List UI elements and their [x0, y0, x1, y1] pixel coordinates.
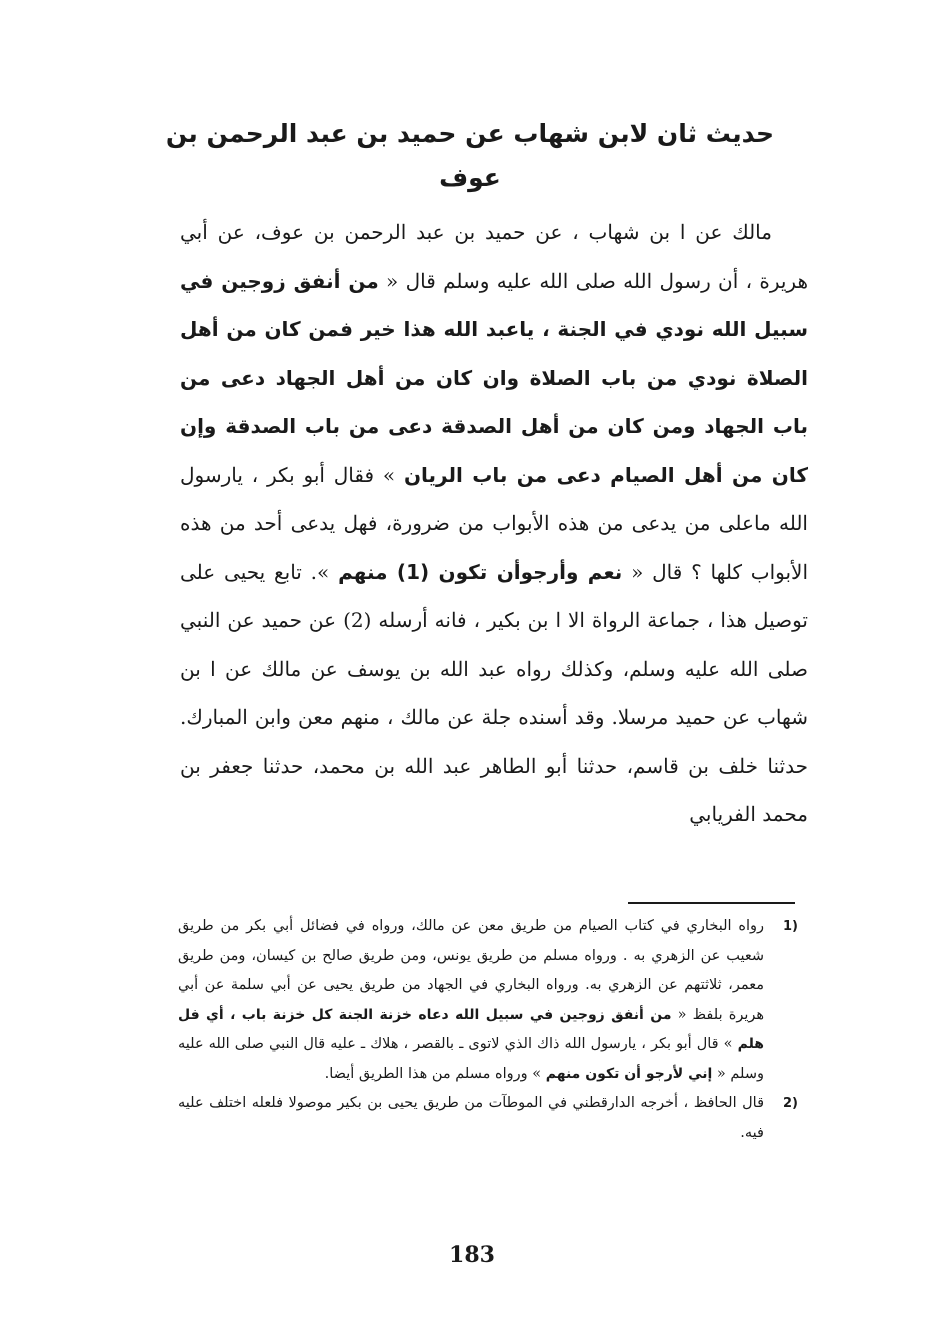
footnote-divider: [628, 902, 795, 904]
hadith-quote-bold-2: نعم وأرجوأن تكون (1) منهم: [338, 559, 623, 584]
footnote-text: » ورواه مسلم من هذا الطريق أيضا.: [324, 1065, 542, 1082]
footnote-quote-bold-2: إني لأرجو أن تكون منهم: [545, 1065, 713, 1082]
footnote-1: [178, 912, 798, 1089]
main-paragraph: [180, 208, 808, 839]
footnote-text: » قال أبو بكر ، يارسول الله ذاك الذي لاتوى ـ بالقصر ، هلاك ـ عليه قال النبي صلى الله عليه وسلم «: [178, 1036, 764, 1082]
footnote-text: قال الحافظ ، أخرجه الدارقطني في الموطآت من طريق يحيى بن بكير موصولا فلعله اختلف عليه فيه.: [178, 1095, 764, 1141]
chapter-heading: حديث ثان لابن شهاب عن حميد بن عبد الرحمن بن عوف: [165, 119, 775, 192]
paragraph-text-3: ». تابع يحيى على توصيل هذا ، جماعة الرواة الا ا بن بكير ، فانه أرسله (2) عن حميد عن النبي صلى الله عليه وسلم، وكذلك رواه عبد الله بن يوسف عن مالك عن ا بن شهاب عن حميد مرسلا. وقد أسنده جلة عن مالك ، منهم معن وابن المبارك. حدثنا خلف بن قاسم، حدثنا أبو الطاهر عبد الله بن محمد، حدثنا جعفر بن محمد الفريابي: [180, 559, 808, 826]
footnotes: [178, 912, 798, 1148]
paragraph-text-2: » فقال أبو بكر ، يارسول الله ماعلى من يدعى من هذه الأبواب من ضرورة، فهل يدعى أحد من هذه الأبواب كلها ؟ قال «: [180, 462, 809, 584]
page-number: 183: [449, 1242, 495, 1268]
footnote-number: 2): [783, 1096, 798, 1111]
footnote-2: [178, 1089, 798, 1148]
footnote-number: 1): [783, 919, 798, 934]
footnote-text: رواه البخاري في كتاب الصيام من طريق معن عن مالك، ورواه في فضائل أبي بكر من طريق شعيب عن الزهري به . ورواه مسلم من طريق يونس، ومن طريق صالح بن كيسان، ومن طريق معمر، ثلاثتهم عن الزهري به. ورواه البخاري في الجهاد من طريق يحيى عن أبي سلمة عن أبي هريرة بلفظ «: [178, 918, 765, 1023]
hadith-quote-bold: من أنفق زوجين في سبيل الله نودي في الجنة ، ياعبد الله هذا خير فمن كان من أهل الصلاة نودي من باب الصلاة وان كان من أهل الجهاد دعى من باب الجهاد ومن كان من أهل الصدقة دعى من باب الصدقة وإن كان من أهل الصيام دعى من باب الريان: [180, 268, 808, 487]
paragraph-text-1: مالك عن ا بن شهاب ، عن حميد بن عبد الرحمن بن عوف، عن أبي هريرة ، أن رسول الله صلى الله عليه وسلم قال «: [180, 220, 809, 293]
footnote-quote-bold: من أنفق زوجين في سبيل الله دعاه خزنة الجنة كل خزنة باب ، أي فل هلم: [178, 1006, 765, 1052]
